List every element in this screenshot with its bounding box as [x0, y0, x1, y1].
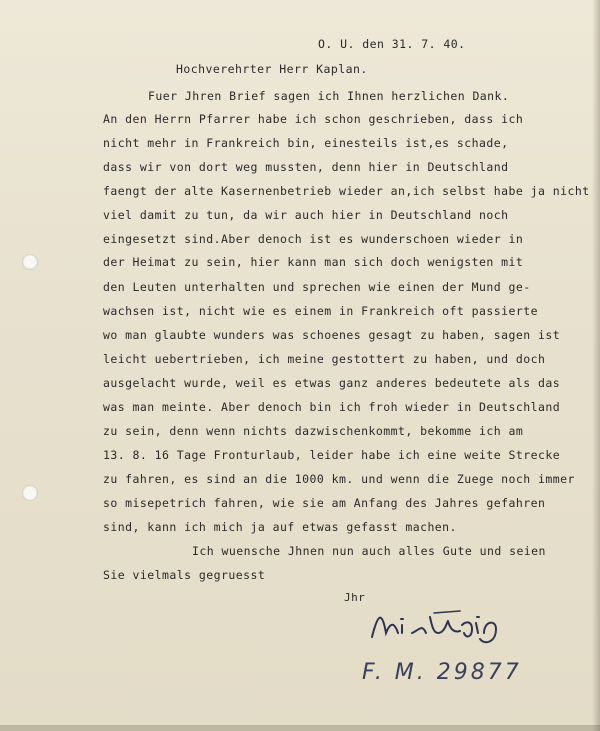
letter-line: nicht mehr in Frankreich bin, einesteils ist,es schade,	[103, 136, 509, 150]
letter-line: der Heimat zu sein, hier kann man sich doch wenigsten mit	[103, 255, 524, 269]
letter-line: eingesetzt sind.Aber denoch ist es wunderschoen wieder in	[103, 232, 524, 246]
handwritten-signature	[368, 603, 528, 647]
letter-line: Fuer Jhren Brief sagen ich Ihnen herzlichen Dank.	[148, 89, 510, 103]
letter-line: An den Herrn Pfarrer habe ich schon geschrieben, dass ich	[103, 112, 524, 126]
letter-line: ausgelacht wurde, weil es etwas ganz anderes bedeutete als das	[103, 376, 561, 390]
punch-hole	[22, 254, 38, 270]
letter-line: sind, kann ich mich ja auf etwas gefasst machen.	[103, 520, 457, 534]
handwritten-fieldpost-number: F. M. 29877	[362, 660, 522, 685]
letter-line: viel damit zu tun, da wir auch hier in Deutschland noch	[103, 208, 509, 222]
letter-salutation: Hochverehrter Herr Kaplan.	[176, 62, 368, 76]
paper-edge-shadow-bottom	[0, 725, 600, 731]
letter-line: dass wir von dort weg mussten, denn hier in Deutschland	[103, 160, 509, 174]
letter-line: was man meinte. Aber denoch bin ich froh wieder in Deutschland	[103, 400, 561, 414]
punch-hole	[22, 485, 38, 501]
letter-line: leicht uebertrieben, ich meine gestottert zu haben, und doch	[103, 352, 546, 366]
letter-line: Sie vielmals gegruesst	[103, 568, 266, 582]
letter-line: so misepetrich fahren, wie sie am Anfang des Jahres gefahren	[103, 496, 546, 510]
letter-line: faengt der alte Kasernenbetrieb wieder an,ich selbst habe ja nicht	[103, 184, 590, 198]
letter-line: 13. 8. 16 Tage Fronturlaub, leider habe ich eine weite Strecke	[103, 448, 561, 462]
letter-line: Ich wuensche Jhnen nun auch alles Gute und seien	[192, 544, 546, 558]
letter-line: den Leuten unterhalten und sprechen wie einen der Mund ge-	[103, 280, 531, 294]
letter-line: zu sein, denn wenn nichts dazwischenkommt, bekomme ich am	[103, 424, 524, 438]
paper-edge-shadow	[592, 0, 600, 731]
letter-closing: Jhr	[344, 591, 366, 604]
letter-line: wo man glaubte wunders was schoenes gesagt zu haben, sagen ist	[103, 328, 561, 342]
letter-line: wachsen ist, nicht wie es einem in Frankreich oft passierte	[103, 304, 539, 318]
letter-date: O. U. den 31. 7. 40.	[318, 37, 466, 51]
letter-line: zu fahren, es sind an die 1000 km. und wenn die Zuege noch immer	[103, 472, 575, 486]
